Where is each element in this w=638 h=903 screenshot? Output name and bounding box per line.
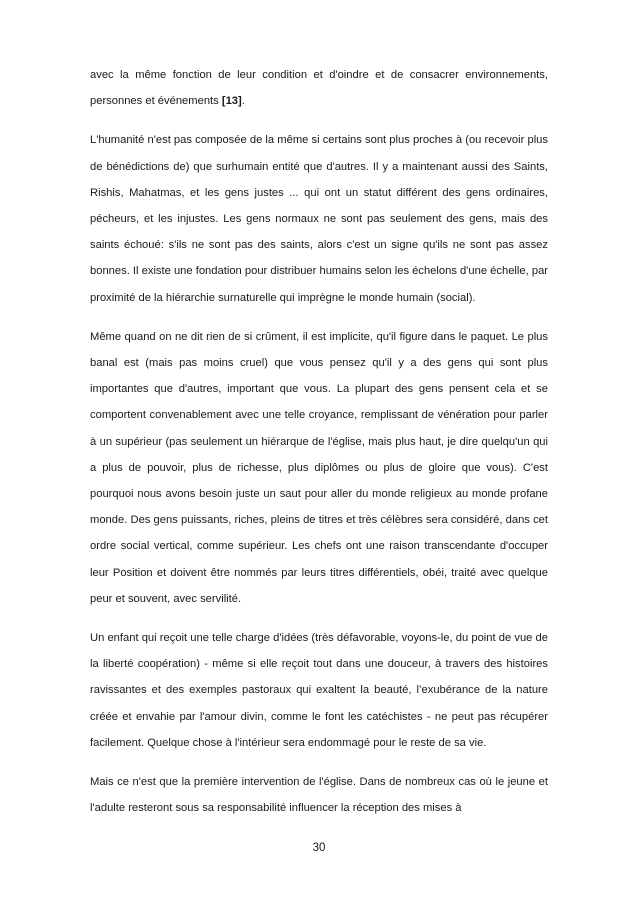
paragraph-2: L'humanité n'est pas composée de la même si certains sont plus proches à (ou recevoir plus de bénédictions de) que surhumain entité que d'autres. Il y a maintenant aussi des Saints, Rishis, Mahatmas, et les gens justes ... qui ont un statut différent des gens ordinaires, pécheurs, et les injustes. Les gens normaux ne sont pas seulement des gens, mais des saints échoué: s'ils ne sont pas des saints, alors c'est un signe qu'ils ne sont pas assez bonnes. Il existe une fondation pour distribuer humains selon les échelons d'une échelle, par proximité de la hiérarchie surnaturelle qui imprègne le monde humain (social).: [90, 134, 549, 304]
paragraph-1: [90, 62, 548, 114]
paragraph-1-end: .: [241, 95, 245, 108]
page-number: 30: [312, 842, 326, 854]
document-body: [90, 62, 548, 834]
paragraph-4: Un enfant qui reçoit une telle charge d'idées (très défavorable, voyons-le, du point de vue de la liberté coopération) - même si elle reçoit tout dans une douceur, à travers des histoires ravissantes et des exemples pastoraux qui exaltent la beauté, l’exubérance de la nature créée et envahie par l'amour divin, comme le font les catéchistes - ne peut pas récupérer facilement. Quelque chose à l'intérieur sera endommagé pour le reste de sa vie.: [90, 632, 548, 749]
paragraph-1-text: avec la même fonction de leur condition et d'oindre et de consacrer environnements, personnes et événements: [90, 69, 548, 108]
paragraph-5: Mais ce n'est que la première intervention de l'église. Dans de nombreux cas où le jeune et l'adulte resteront sous sa responsabilité influencer la réception des mises à: [90, 776, 548, 815]
paragraph-3: Même quand on ne dit rien de si crûment, il est implicite, qu'il figure dans le paquet. Le plus banal est (mais pas moins cruel) que vous pensez qu'il y a des gens qui sont plus importantes que d'autres, important que vous. La plupart des gens pensent cela et se comportent convenablement avec une telle croyance, remplissant de vénération pour parler à un supérieur (pas seulement un hiérarque de l'église, mais plus haut, je dire quelqu'un qui a plus de pouvoir, plus de richesse, plus diplômes ou plus de gloire que vous). C'est pourquoi nous avons besoin juste un saut pour aller du monde religieux au monde profane monde. Des gens puissants, riches, pleins de titres et très célèbres sera considéré, dans cet ordre social vertical, comme supérieur. Les chefs ont une raison transcendante d'occuper leur Position et doivent être nommés par leurs titres différentiels, obéi, traité avec quelque peur et souvent, avec servilité.: [90, 330, 548, 605]
citation-reference: [13]: [221, 95, 242, 108]
